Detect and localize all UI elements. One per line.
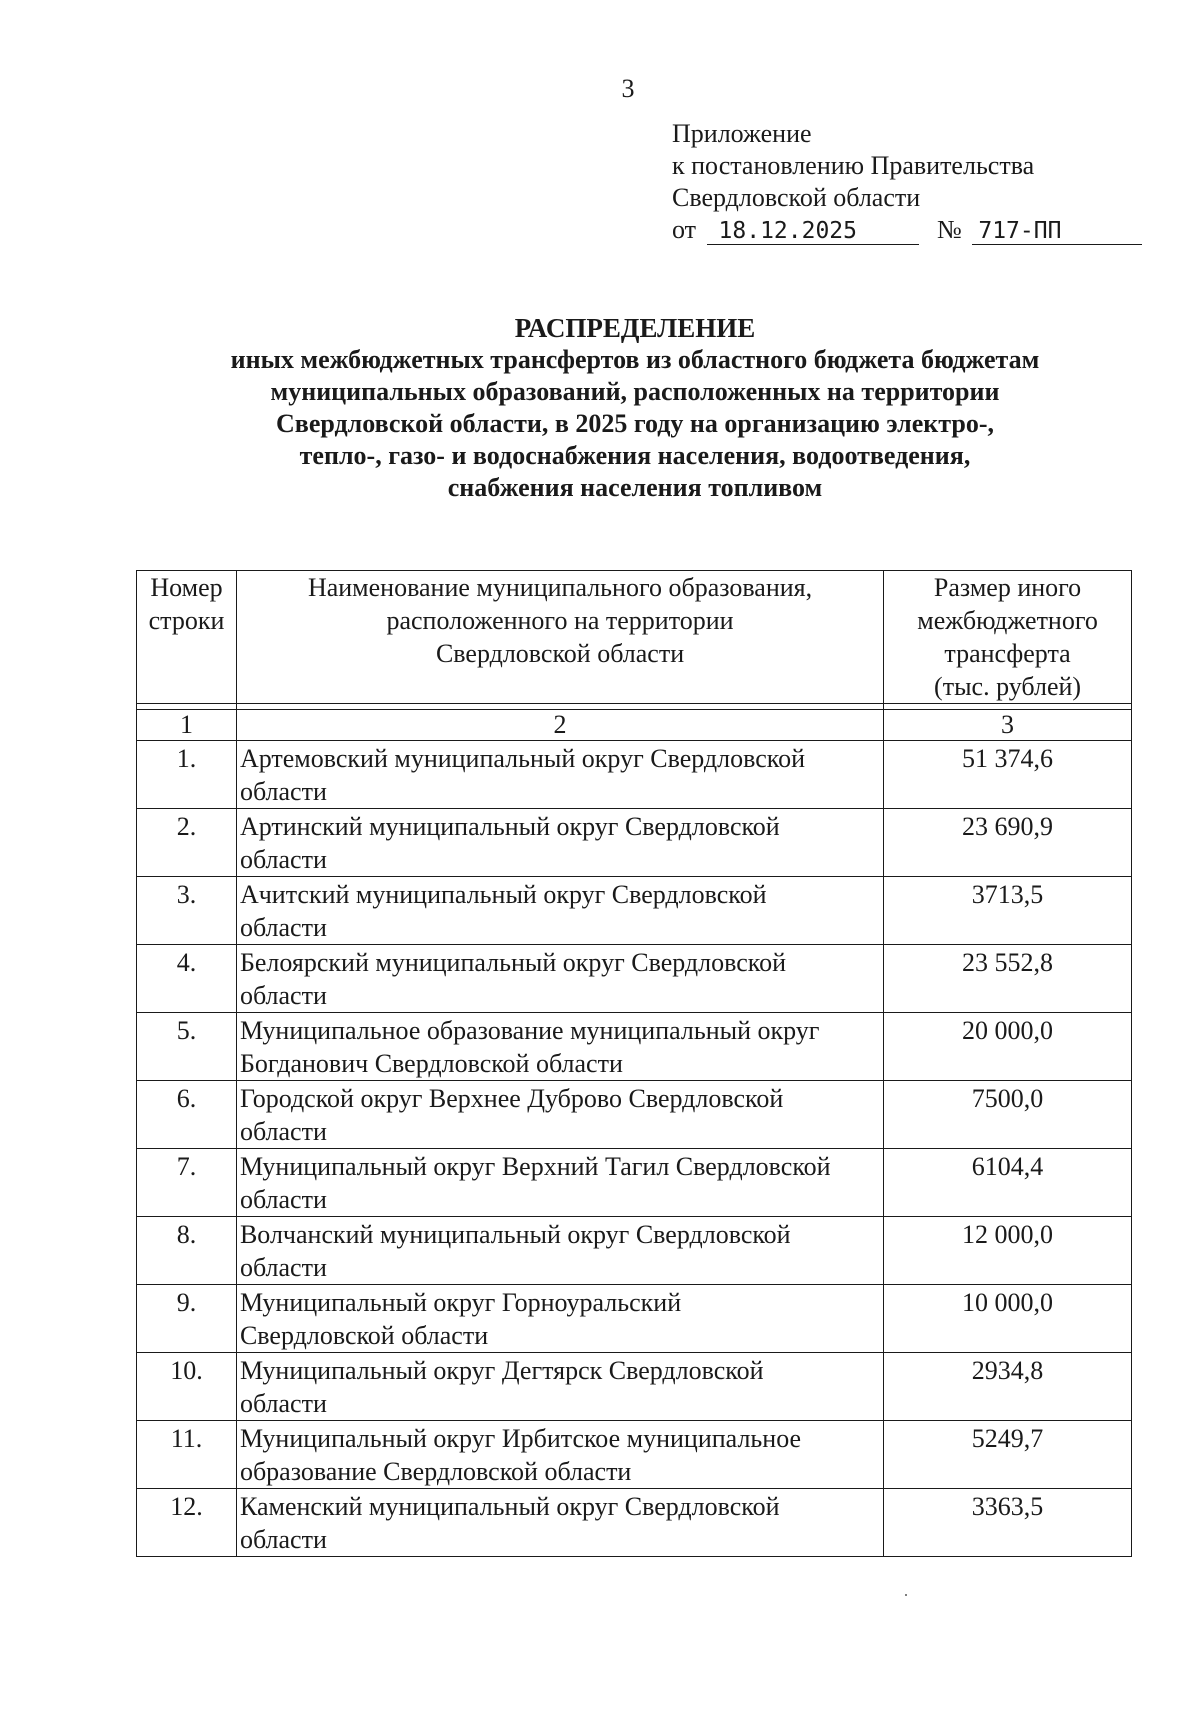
transfer-amount: 3363,5 xyxy=(884,1489,1132,1557)
date-prefix: от xyxy=(672,215,697,244)
title-line-5: снабжения населения топливом xyxy=(447,473,823,502)
column-index: 2 xyxy=(236,710,883,741)
scan-speck xyxy=(905,1594,907,1596)
municipality-name-line-1: Волчанский муниципальный округ Свердловской xyxy=(239,1220,791,1249)
row-number: 8. xyxy=(137,1217,237,1285)
municipality-name-line-1: Муниципальное образование муниципальный округ xyxy=(239,1016,820,1045)
resolution-date: 18.12.2025 xyxy=(707,218,919,245)
appendix-line-2: к постановлению Правительства xyxy=(672,151,1035,180)
title-line-2: муниципальных образований, расположенных на территории xyxy=(270,377,1000,406)
municipality-name xyxy=(236,945,883,1013)
municipality-name xyxy=(236,1149,883,1217)
appendix-block xyxy=(672,118,1142,246)
title-line-3: Свердловской области, в 2025 году на организацию электро-, xyxy=(276,409,994,438)
row-number: 10. xyxy=(137,1353,237,1421)
appendix-line-1: Приложение xyxy=(672,119,812,148)
municipality-name xyxy=(236,1285,883,1353)
municipality-name-line-2: области xyxy=(239,1525,327,1554)
municipality-name xyxy=(236,741,883,809)
row-number: 11. xyxy=(137,1421,237,1489)
transfer-amount: 51 374,6 xyxy=(884,741,1132,809)
table-body xyxy=(137,704,1132,1557)
transfer-amount: 12 000,0 xyxy=(884,1217,1132,1285)
transfers-table xyxy=(136,570,1132,1557)
municipality-name-line-1: Муниципальный округ Горноуральский xyxy=(239,1288,682,1317)
municipality-name xyxy=(236,1489,883,1557)
municipality-name-line-2: области xyxy=(239,845,327,874)
table-row xyxy=(137,1285,1132,1353)
transfer-amount: 6104,4 xyxy=(884,1149,1132,1217)
table-row xyxy=(137,1353,1132,1421)
title-heading: РАСПРЕДЕЛЕНИЕ xyxy=(514,313,756,343)
row-number: 6. xyxy=(137,1081,237,1149)
municipality-name xyxy=(236,877,883,945)
page-number: 3 xyxy=(621,74,635,103)
column-index: 1 xyxy=(137,710,237,741)
municipality-name xyxy=(236,1217,883,1285)
row-number: 3. xyxy=(137,877,237,945)
municipality-name-line-2: области xyxy=(239,913,327,942)
header-transfer-amount: Размер иного межбюджетного трансферта (тыс. рублей) xyxy=(884,571,1132,704)
appendix-reference-line xyxy=(672,214,1142,246)
table-row xyxy=(137,1217,1132,1285)
resolution-number: 717-ПП xyxy=(972,218,1142,245)
transfer-amount: 23 552,8 xyxy=(884,945,1132,1013)
transfer-amount: 3713,5 xyxy=(884,877,1132,945)
municipality-name-line-2: Свердловской области xyxy=(239,1321,489,1350)
row-number: 5. xyxy=(137,1013,237,1081)
municipality-name-line-2: области xyxy=(239,981,327,1010)
municipality-name-line-1: Ачитский муниципальный округ Свердловской xyxy=(239,880,767,909)
transfer-amount: 23 690,9 xyxy=(884,809,1132,877)
transfer-amount: 2934,8 xyxy=(884,1353,1132,1421)
municipality-name-line-1: Каменский муниципальный округ Свердловской xyxy=(239,1492,780,1521)
table-row xyxy=(137,1149,1132,1217)
table-row xyxy=(137,1421,1132,1489)
row-number: 2. xyxy=(137,809,237,877)
header-municipality-name: Наименование муниципального образования, расположенного на территории Свердловской области xyxy=(236,571,883,704)
row-number: 4. xyxy=(137,945,237,1013)
municipality-name-line-2: области xyxy=(239,1185,327,1214)
table-row xyxy=(137,877,1132,945)
municipality-name-line-1: Муниципальный округ Ирбитское муниципальное xyxy=(239,1424,802,1453)
municipality-name-line-2: области xyxy=(239,1389,327,1418)
transfer-amount: 5249,7 xyxy=(884,1421,1132,1489)
table-row xyxy=(137,809,1132,877)
row-number: 12. xyxy=(137,1489,237,1557)
municipality-name-line-1: Белоярский муниципальный округ Свердловской xyxy=(239,948,786,977)
municipality-name-line-2: области xyxy=(239,1253,327,1282)
municipality-name xyxy=(236,1013,883,1081)
column-index-row xyxy=(137,710,1132,741)
table-row xyxy=(137,1013,1132,1081)
table-row xyxy=(137,945,1132,1013)
municipality-name-line-1: Артинский муниципальный округ Свердловской xyxy=(239,812,780,841)
transfer-amount: 20 000,0 xyxy=(884,1013,1132,1081)
column-index: 3 xyxy=(884,710,1132,741)
table-row xyxy=(137,1081,1132,1149)
number-prefix: № xyxy=(937,215,962,244)
title-line-4: тепло-, газо- и водоснабжения населения, водоотведения, xyxy=(299,441,971,470)
transfer-amount: 10 000,0 xyxy=(884,1285,1132,1353)
municipality-name-line-2: области xyxy=(239,777,327,806)
row-number: 9. xyxy=(137,1285,237,1353)
municipality-name-line-1: Городской округ Верхнее Дуброво Свердловской xyxy=(239,1084,784,1113)
municipality-name-line-2: области xyxy=(239,1117,327,1146)
table-header-row xyxy=(137,571,1132,704)
municipality-name-line-2: образование Свердловской области xyxy=(239,1457,632,1486)
municipality-name xyxy=(236,809,883,877)
header-row-number: Номер строки xyxy=(137,571,237,704)
municipality-name-line-1: Муниципальный округ Верхний Тагил Свердловской xyxy=(239,1152,831,1181)
municipality-name xyxy=(236,1421,883,1489)
municipality-name-line-1: Артемовский муниципальный округ Свердловской xyxy=(239,744,805,773)
municipality-name xyxy=(236,1081,883,1149)
municipality-name xyxy=(236,1353,883,1421)
municipality-name-line-1: Муниципальный округ Дегтярск Свердловской xyxy=(239,1356,764,1385)
transfer-amount: 7500,0 xyxy=(884,1081,1132,1149)
row-number: 1. xyxy=(137,741,237,809)
table-row xyxy=(137,1489,1132,1557)
table-row xyxy=(137,741,1132,809)
title-line-1: иных межбюджетных трансфертов из областного бюджета бюджетам xyxy=(230,345,1040,374)
appendix-line-3: Свердловской области xyxy=(672,183,921,212)
row-number: 7. xyxy=(137,1149,237,1217)
document-title xyxy=(150,312,1120,504)
municipality-name-line-2: Богданович Свердловской области xyxy=(239,1049,623,1078)
